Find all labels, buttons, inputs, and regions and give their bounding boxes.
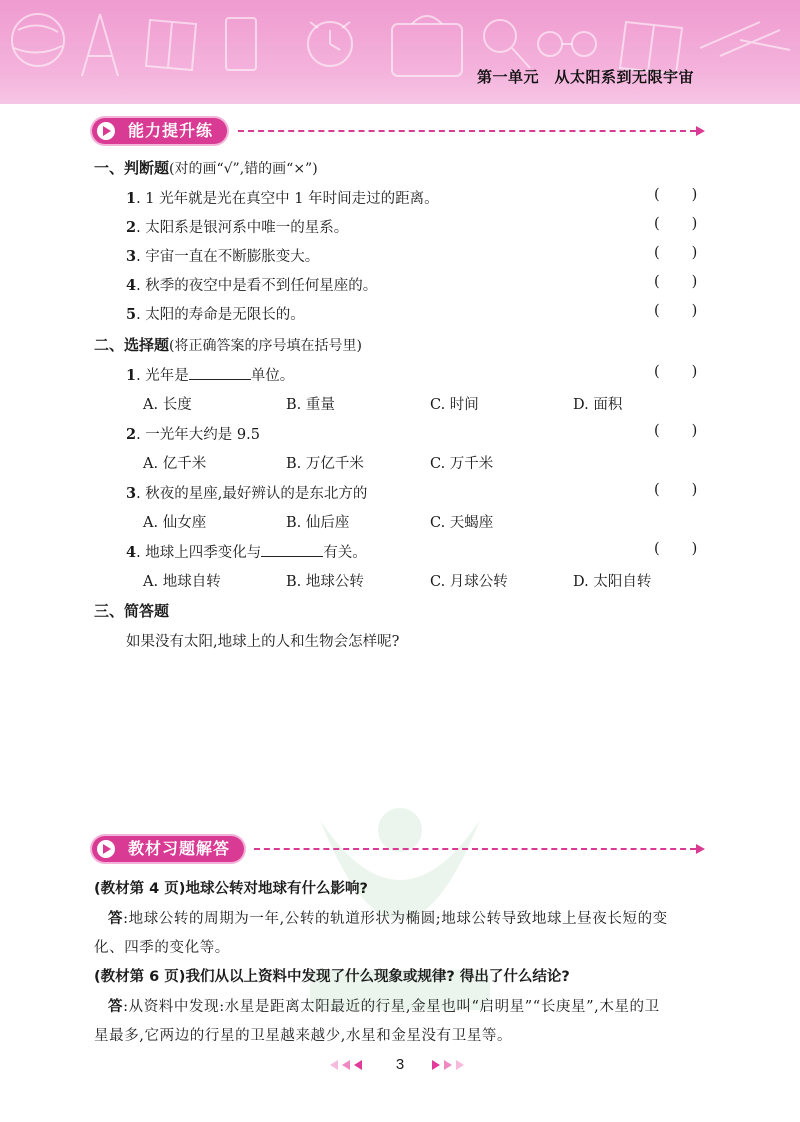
prev-arrow-icon (330, 1060, 338, 1070)
section-badge-ability (92, 118, 227, 144)
judge-item: 5. 太阳的寿命是无限长的。 (126, 306, 305, 323)
judge-item: 3. 宇宙一直在不断膨胀变大。 (126, 248, 320, 265)
answer-paren[interactable]: ( ) (654, 187, 698, 203)
unit-title: 第一单元 从太阳系到无限宇宙 (476, 68, 694, 86)
textbook-answer-line: 答:地球公转的周期为一年,公转的轨道形状为椭圆;地球公转导致地球上昼夜长短的变 (108, 911, 668, 927)
header-doodle-decoration (0, 0, 800, 104)
judge-heading: 一、判断题(对的画“√”,错的画“×”) (94, 159, 318, 177)
choice-option[interactable]: B. 仙后座 (286, 515, 350, 531)
watermark-logo (300, 780, 500, 1030)
divider-arrow-icon (696, 126, 705, 136)
choice-heading: 二、选择题(将正确答案的序号填在括号里) (94, 336, 362, 354)
choice-option[interactable]: A. 仙女座 (143, 515, 207, 531)
answer-paren[interactable]: ( ) (654, 423, 698, 439)
short-answer-heading: 三、简答题 (94, 602, 170, 620)
choice-option[interactable]: A. 地球自转 (143, 574, 221, 590)
answer-paren[interactable]: ( ) (654, 245, 698, 261)
judge-item: 4. 秋季的夜空中是看不到任何星座的。 (126, 277, 378, 294)
answer-paren[interactable]: ( ) (654, 482, 698, 498)
answer-paren[interactable]: ( ) (654, 274, 698, 290)
section-divider (238, 130, 696, 132)
choice-option[interactable]: B. 万亿千米 (286, 456, 364, 472)
fill-blank[interactable] (189, 365, 251, 380)
textbook-answer-line: 星最多,它两边的行星的卫星越来越少,水星和金星没有卫星等。 (94, 1028, 513, 1044)
judge-item: 2. 太阳系是银河系中唯一的星系。 (126, 219, 349, 236)
answer-paren[interactable]: ( ) (654, 303, 698, 319)
textbook-answer-line: 答:从资料中发现:水星是距离太阳最近的行星,金星也叫“启明星”“长庚星”,木星的卫 (108, 999, 660, 1015)
answer-paren[interactable]: ( ) (654, 364, 698, 380)
section-badge-label: 教材习题解答 (128, 839, 231, 858)
choice-option[interactable]: C. 时间 (430, 397, 479, 413)
choice-option[interactable]: D. 面积 (573, 397, 623, 413)
page-footer (0, 1056, 800, 1076)
choice-option[interactable]: C. 天蝎座 (430, 515, 494, 531)
textbook-question: (教材第 4 页)地球公转对地球有什么影响? (94, 881, 368, 897)
next-arrow-icon (444, 1060, 452, 1070)
judge-item: 1. 1 光年就是光在真空中 1 年时间走过的距离。 (126, 190, 439, 207)
textbook-question: (教材第 6 页)我们从以上资料中发现了什么现象或规律? 得出了什么结论? (94, 969, 570, 985)
section-badge-label: 能力提升练 (128, 121, 214, 140)
choice-option[interactable]: A. 长度 (143, 397, 192, 413)
choice-option[interactable]: C. 月球公转 (430, 574, 508, 590)
section-badge-textbook (92, 836, 244, 862)
prev-arrow-icon (342, 1060, 350, 1070)
choice-option[interactable]: B. 重量 (286, 397, 335, 413)
choice-question: 4. 地球上四季变化与 有关。 (126, 544, 367, 561)
play-icon (97, 840, 115, 858)
answer-paren[interactable]: ( ) (654, 216, 698, 232)
choice-option[interactable]: C. 万千米 (430, 456, 494, 472)
choice-question: 2. 一光年大约是 9.5 (126, 426, 260, 443)
choice-question: 1. 光年是 单位。 (126, 367, 295, 384)
next-arrow-icon (432, 1060, 440, 1070)
page-number: 3 (395, 1056, 405, 1073)
choice-option[interactable]: B. 地球公转 (286, 574, 364, 590)
short-answer-question: 如果没有太阳,地球上的人和生物会怎样呢? (126, 634, 400, 650)
textbook-answer-line: 化、四季的变化等。 (94, 940, 230, 956)
play-icon (97, 122, 115, 140)
section-divider (254, 848, 696, 850)
next-arrow-icon (456, 1060, 464, 1070)
page-header-band (0, 0, 800, 104)
divider-arrow-icon (696, 844, 705, 854)
answer-paren[interactable]: ( ) (654, 541, 698, 557)
choice-option[interactable]: D. 太阳自转 (573, 574, 652, 590)
prev-arrow-icon (354, 1060, 362, 1070)
choice-question: 3. 秋夜的星座,最好辨认的是东北方的 (126, 485, 368, 502)
fill-blank[interactable] (261, 542, 323, 557)
choice-option[interactable]: A. 亿千米 (143, 456, 207, 472)
